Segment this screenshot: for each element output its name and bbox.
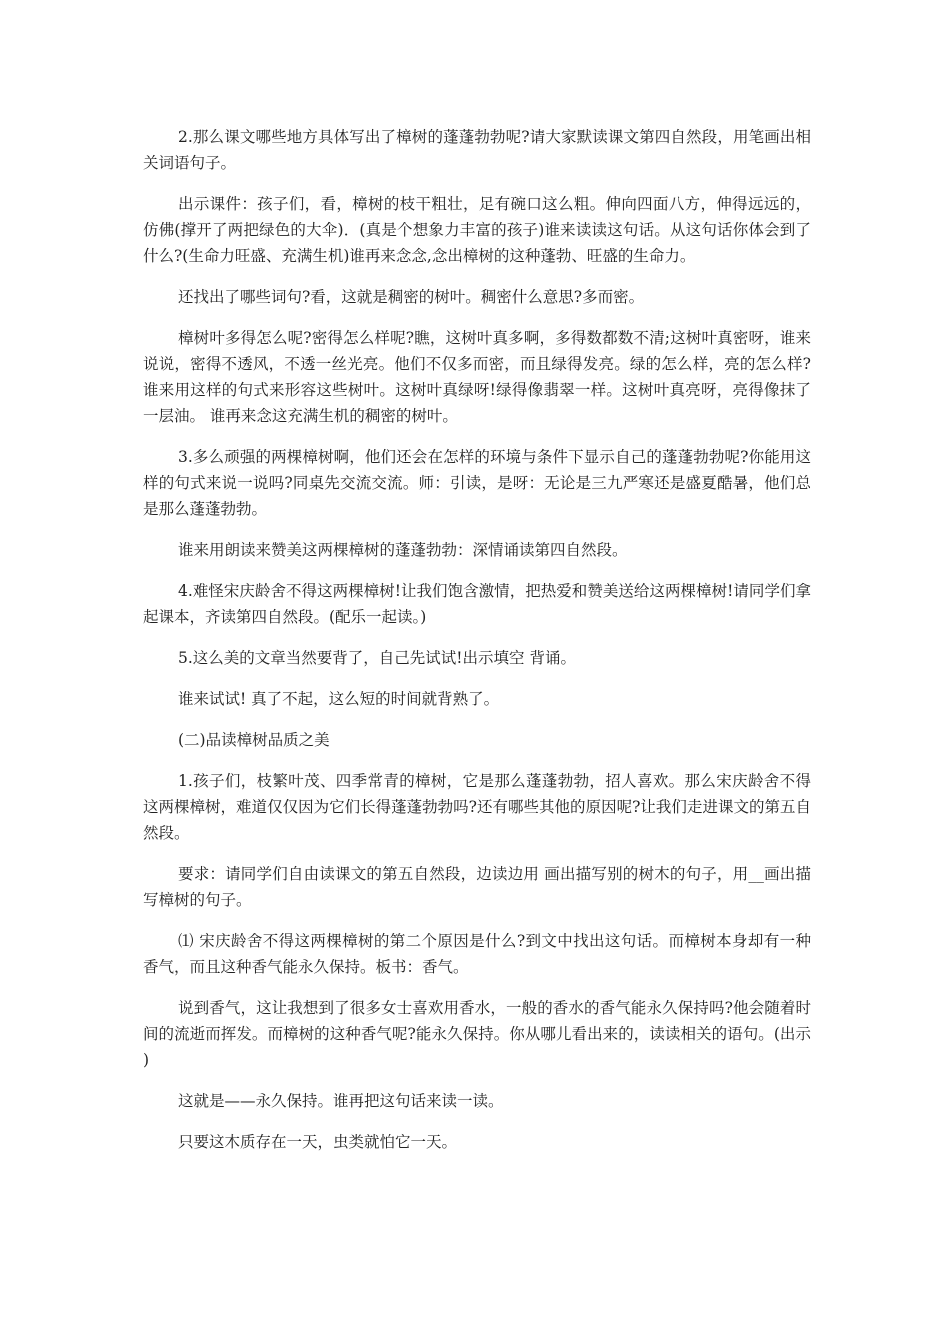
paragraph: ⑴ 宋庆龄舍不得这两棵樟树的第二个原因是什么?到文中找出这句话。而樟树本身却有一种香气，而且这种香气能永久保持。板书：香气。 (143, 932, 811, 976)
paragraph: 还找出了哪些词句?看，这就是稠密的树叶。稠密什么意思?多而密。 (178, 288, 645, 306)
paragraph: 只要这木质存在一天，虫类就怕它一天。 (178, 1133, 458, 1151)
paragraph: 说到香气，这让我想到了很多女士喜欢用香水，一般的香水的香气能永久保持吗?他会随着时间的流逝而挥发。而樟树的这种香气呢?能永久保持。你从哪儿看出来的，读读相关的语句。(出示) (143, 999, 811, 1069)
paragraph: 4.难怪宋庆龄舍不得这两棵樟树!让我们饱含激情，把热爱和赞美送给这两棵樟树!请同学们拿起课本，齐读第四自然段。(配乐一起读。) (143, 582, 811, 626)
paragraph: 谁来用朗读来赞美这两棵樟树的蓬蓬勃勃：深情诵读第四自然段。 (178, 541, 628, 559)
paragraph: 要求：请同学们自由读课文的第五自然段，边读边用 画出描写别的树木的句子，用__画出描写樟树的句子。 (143, 865, 811, 909)
paragraph: 这就是——永久保持。谁再把这句话来读一读。 (178, 1092, 504, 1110)
section-heading: (二)品读樟树品质之美 (178, 731, 330, 749)
paragraph: 5.这么美的文章当然要背了，自己先试试!出示填空 背诵。 (178, 649, 576, 667)
paragraph: 3.多么顽强的两棵樟树啊，他们还会在怎样的环境与条件下显示自己的蓬蓬勃勃呢?你能用这样的句式来说一说吗?同桌先交流交流。师：引读，是呀：无论是三九严寒还是盛夏酷暑，他们总是那么蓬蓬勃勃。 (143, 448, 811, 518)
paragraph: 2.那么课文哪些地方具体写出了樟树的蓬蓬勃勃呢?请大家默读课文第四自然段，用笔画出相关词语句子。 (143, 128, 811, 172)
document-body (143, 124, 811, 1170)
paragraph: 1.孩子们，枝繁叶茂、四季常青的樟树，它是那么蓬蓬勃勃，招人喜欢。那么宋庆龄舍不得这两棵樟树，难道仅仅因为它们长得蓬蓬勃勃吗?还有哪些其他的原因呢?让我们走进课文的第五自然段。 (143, 772, 811, 842)
paragraph: 谁来试试! 真了不起，这么短的时间就背熟了。 (178, 690, 500, 708)
paragraph: 樟树叶多得怎么呢?密得怎么样呢?瞧，这树叶真多啊，多得数都数不清;这树叶真密呀，谁来说说，密得不透风，不透一丝光亮。他们不仅多而密，而且绿得发亮。绿的怎么样，亮的怎么样?谁来用这样的句式来形容这些树叶。这树叶真绿呀!绿得像翡翠一样。这树叶真亮呀，亮得像抹了一层油。 谁再来念这充满生机的稠密的树叶。 (143, 329, 811, 425)
paragraph: 出示课件：孩子们，看，樟树的枝干粗壮，足有碗口这么粗。伸向四面八方，伸得远远的，仿佛(撑开了两把绿色的大伞)．(真是个想象力丰富的孩子)谁来读读这句话。从这句话你体会到了什么?(生命力旺盛、充满生机)谁再来念念,念出樟树的这种蓬勃、旺盛的生命力。 (143, 195, 811, 265)
